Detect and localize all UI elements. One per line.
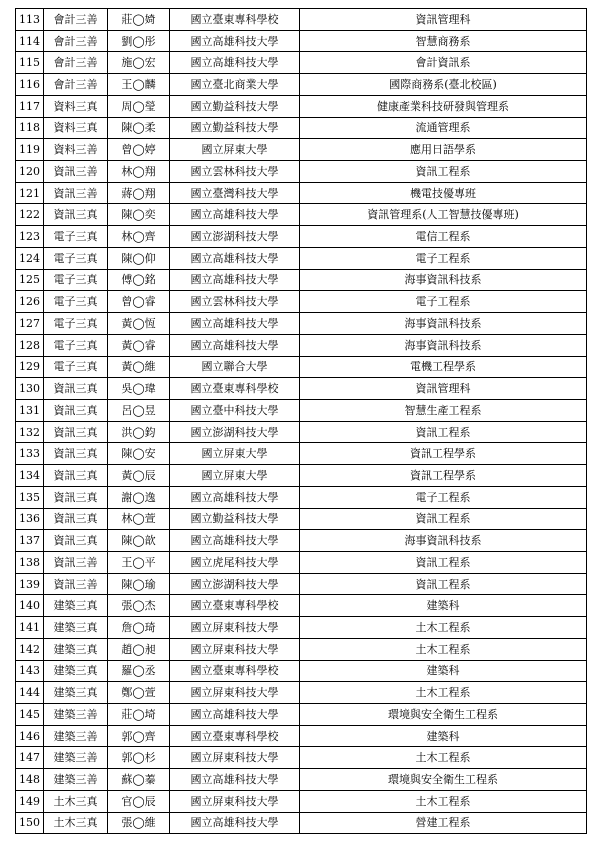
department-cell: 流通管理系: [300, 117, 587, 139]
school-cell: 國立臺北商業大學: [170, 74, 300, 96]
row-number-cell: 134: [16, 465, 44, 487]
department-cell: 環境與安全衛生工程系: [300, 704, 587, 726]
department-cell: 土木工程系: [300, 617, 587, 639]
department-cell: 國際商務系(臺北校區): [300, 74, 587, 96]
table-row: [16, 443, 587, 465]
table-row: [16, 74, 587, 96]
class-cell: 建築三真: [44, 617, 108, 639]
school-cell: 國立澎湖科技大學: [170, 573, 300, 595]
department-cell: 資訊工程學系: [300, 443, 587, 465]
row-number-cell: 129: [16, 356, 44, 378]
row-number-cell: 132: [16, 421, 44, 443]
student-name-cell: 謝◯逸: [108, 486, 170, 508]
department-cell: 海事資訊科技系: [300, 269, 587, 291]
student-name-cell: 林◯萱: [108, 508, 170, 530]
department-cell: 應用日語學系: [300, 139, 587, 161]
student-name-cell: 張◯杰: [108, 595, 170, 617]
row-number-cell: 149: [16, 790, 44, 812]
student-name-cell: 莊◯婍: [108, 9, 170, 31]
row-number-cell: 135: [16, 486, 44, 508]
department-cell: 資訊管理科: [300, 378, 587, 400]
class-cell: 資訊三真: [44, 421, 108, 443]
school-cell: 國立高雄科技大學: [170, 334, 300, 356]
department-cell: 建築科: [300, 595, 587, 617]
row-number-cell: 147: [16, 747, 44, 769]
school-cell: 國立臺東專科學校: [170, 660, 300, 682]
row-number-cell: 141: [16, 617, 44, 639]
school-cell: 國立雲林科技大學: [170, 291, 300, 313]
row-number-cell: 119: [16, 139, 44, 161]
class-cell: 會計三善: [44, 30, 108, 52]
table-row: [16, 508, 587, 530]
student-name-cell: 陳◯安: [108, 443, 170, 465]
school-cell: 國立高雄科技大學: [170, 204, 300, 226]
row-number-cell: 122: [16, 204, 44, 226]
row-number-cell: 143: [16, 660, 44, 682]
class-cell: 資訊三真: [44, 486, 108, 508]
student-name-cell: 郭◯杉: [108, 747, 170, 769]
student-name-cell: 郭◯齊: [108, 725, 170, 747]
department-cell: 電機工程學系: [300, 356, 587, 378]
class-cell: 資訊三真: [44, 204, 108, 226]
student-name-cell: 吳◯瑋: [108, 378, 170, 400]
table-row: [16, 682, 587, 704]
school-cell: 國立高雄科技大學: [170, 486, 300, 508]
row-number-cell: 145: [16, 704, 44, 726]
department-cell: 健康產業科技研發與管理系: [300, 95, 587, 117]
department-cell: 電子工程系: [300, 486, 587, 508]
table-row: [16, 95, 587, 117]
table-row: [16, 704, 587, 726]
student-name-cell: 王◯麟: [108, 74, 170, 96]
row-number-cell: 126: [16, 291, 44, 313]
school-cell: 國立高雄科技大學: [170, 313, 300, 335]
class-cell: 資訊三善: [44, 573, 108, 595]
student-name-cell: 黃◯辰: [108, 465, 170, 487]
department-cell: 營建工程系: [300, 812, 587, 834]
table-row: [16, 52, 587, 74]
department-cell: 資訊管理科: [300, 9, 587, 31]
school-cell: 國立勤益科技大學: [170, 508, 300, 530]
school-cell: 國立臺東專科學校: [170, 378, 300, 400]
table-row: [16, 269, 587, 291]
department-cell: 建築科: [300, 660, 587, 682]
school-cell: 國立屏東科技大學: [170, 682, 300, 704]
student-name-cell: 羅◯丞: [108, 660, 170, 682]
school-cell: 國立臺東專科學校: [170, 725, 300, 747]
class-cell: 電子三真: [44, 291, 108, 313]
row-number-cell: 144: [16, 682, 44, 704]
table-row: [16, 638, 587, 660]
department-cell: 海事資訊科技系: [300, 530, 587, 552]
class-cell: 資訊三善: [44, 161, 108, 183]
row-number-cell: 127: [16, 313, 44, 335]
student-name-cell: 王◯平: [108, 551, 170, 573]
student-name-cell: 黃◯維: [108, 356, 170, 378]
student-name-cell: 鄭◯萱: [108, 682, 170, 704]
row-number-cell: 136: [16, 508, 44, 530]
class-cell: 電子三真: [44, 313, 108, 335]
row-number-cell: 123: [16, 226, 44, 248]
department-cell: 資訊工程系: [300, 573, 587, 595]
student-name-cell: 蘇◯蓁: [108, 769, 170, 791]
student-name-cell: 詹◯琦: [108, 617, 170, 639]
student-name-cell: 陳◯瑜: [108, 573, 170, 595]
student-name-cell: 官◯辰: [108, 790, 170, 812]
department-cell: 電子工程系: [300, 247, 587, 269]
department-cell: 海事資訊科技系: [300, 334, 587, 356]
class-cell: 資料三真: [44, 95, 108, 117]
row-number-cell: 148: [16, 769, 44, 791]
row-number-cell: 131: [16, 399, 44, 421]
school-cell: 國立高雄科技大學: [170, 30, 300, 52]
student-name-cell: 陳◯仰: [108, 247, 170, 269]
student-name-cell: 施◯宏: [108, 52, 170, 74]
row-number-cell: 121: [16, 182, 44, 204]
student-name-cell: 傅◯銘: [108, 269, 170, 291]
row-number-cell: 138: [16, 551, 44, 573]
student-name-cell: 林◯齊: [108, 226, 170, 248]
row-number-cell: 142: [16, 638, 44, 660]
row-number-cell: 113: [16, 9, 44, 31]
table-row: [16, 725, 587, 747]
row-number-cell: 130: [16, 378, 44, 400]
department-cell: 智慧商務系: [300, 30, 587, 52]
class-cell: 資訊三善: [44, 182, 108, 204]
table-row: [16, 812, 587, 834]
table-row: [16, 747, 587, 769]
table-row: [16, 356, 587, 378]
school-cell: 國立高雄科技大學: [170, 704, 300, 726]
table-row: [16, 378, 587, 400]
class-cell: 會計三善: [44, 52, 108, 74]
student-name-cell: 劉◯彤: [108, 30, 170, 52]
class-cell: 電子三真: [44, 269, 108, 291]
department-cell: 會計資訊系: [300, 52, 587, 74]
student-name-cell: 黃◯恆: [108, 313, 170, 335]
student-name-cell: 曾◯睿: [108, 291, 170, 313]
department-cell: 土木工程系: [300, 682, 587, 704]
class-cell: 建築三善: [44, 769, 108, 791]
department-cell: 建築科: [300, 725, 587, 747]
department-cell: 電子工程系: [300, 291, 587, 313]
table-row: [16, 486, 587, 508]
table-row: [16, 226, 587, 248]
table-row: [16, 334, 587, 356]
table-row: [16, 30, 587, 52]
admission-table: [15, 8, 587, 834]
department-cell: 海事資訊科技系: [300, 313, 587, 335]
row-number-cell: 120: [16, 161, 44, 183]
school-cell: 國立高雄科技大學: [170, 247, 300, 269]
department-cell: 土木工程系: [300, 747, 587, 769]
school-cell: 國立屏東大學: [170, 139, 300, 161]
row-number-cell: 117: [16, 95, 44, 117]
class-cell: 會計三善: [44, 9, 108, 31]
school-cell: 國立臺灣科技大學: [170, 182, 300, 204]
student-name-cell: 黃◯睿: [108, 334, 170, 356]
school-cell: 國立雲林科技大學: [170, 161, 300, 183]
school-cell: 國立屏東大學: [170, 443, 300, 465]
department-cell: 資訊工程學系: [300, 465, 587, 487]
student-name-cell: 周◯瑩: [108, 95, 170, 117]
table-row: [16, 595, 587, 617]
class-cell: 電子三真: [44, 334, 108, 356]
school-cell: 國立屏東科技大學: [170, 790, 300, 812]
school-cell: 國立臺東專科學校: [170, 595, 300, 617]
class-cell: 資料三善: [44, 139, 108, 161]
department-cell: 環境與安全衛生工程系: [300, 769, 587, 791]
student-name-cell: 莊◯埼: [108, 704, 170, 726]
row-number-cell: 115: [16, 52, 44, 74]
school-cell: 國立高雄科技大學: [170, 52, 300, 74]
class-cell: 資訊三真: [44, 378, 108, 400]
class-cell: 資料三真: [44, 117, 108, 139]
class-cell: 電子三真: [44, 226, 108, 248]
row-number-cell: 133: [16, 443, 44, 465]
table-row: [16, 9, 587, 31]
class-cell: 建築三真: [44, 682, 108, 704]
class-cell: 資訊三真: [44, 443, 108, 465]
school-cell: 國立澎湖科技大學: [170, 421, 300, 443]
row-number-cell: 137: [16, 530, 44, 552]
table-row: [16, 790, 587, 812]
school-cell: 國立屏東科技大學: [170, 617, 300, 639]
department-cell: 資訊工程系: [300, 508, 587, 530]
school-cell: 國立臺中科技大學: [170, 399, 300, 421]
school-cell: 國立屏東大學: [170, 465, 300, 487]
class-cell: 土木三真: [44, 790, 108, 812]
class-cell: 建築三善: [44, 747, 108, 769]
row-number-cell: 124: [16, 247, 44, 269]
table-row: [16, 182, 587, 204]
department-cell: 機電技優專班: [300, 182, 587, 204]
department-cell: 土木工程系: [300, 638, 587, 660]
school-cell: 國立高雄科技大學: [170, 530, 300, 552]
school-cell: 國立虎尾科技大學: [170, 551, 300, 573]
class-cell: 會計三善: [44, 74, 108, 96]
department-cell: 資訊工程系: [300, 161, 587, 183]
department-cell: 土木工程系: [300, 790, 587, 812]
table-row: [16, 551, 587, 573]
class-cell: 建築三善: [44, 704, 108, 726]
student-name-cell: 陳◯奕: [108, 204, 170, 226]
class-cell: 建築三善: [44, 725, 108, 747]
row-number-cell: 114: [16, 30, 44, 52]
class-cell: 電子三真: [44, 356, 108, 378]
table-row: [16, 291, 587, 313]
school-cell: 國立勤益科技大學: [170, 117, 300, 139]
table-row: [16, 617, 587, 639]
student-name-cell: 曾◯婷: [108, 139, 170, 161]
school-cell: 國立屏東科技大學: [170, 638, 300, 660]
school-cell: 國立臺東專科學校: [170, 9, 300, 31]
department-cell: 資訊工程系: [300, 421, 587, 443]
row-number-cell: 139: [16, 573, 44, 595]
row-number-cell: 140: [16, 595, 44, 617]
admission-table-body: [16, 9, 587, 834]
school-cell: 國立勤益科技大學: [170, 95, 300, 117]
school-cell: 國立澎湖科技大學: [170, 226, 300, 248]
row-number-cell: 118: [16, 117, 44, 139]
student-name-cell: 趙◯昶: [108, 638, 170, 660]
table-row: [16, 161, 587, 183]
department-cell: 資訊管理系(人工智慧技優專班): [300, 204, 587, 226]
student-name-cell: 陳◯柔: [108, 117, 170, 139]
table-row: [16, 465, 587, 487]
class-cell: 資訊三真: [44, 465, 108, 487]
table-row: [16, 530, 587, 552]
table-row: [16, 117, 587, 139]
student-name-cell: 張◯維: [108, 812, 170, 834]
student-name-cell: 陳◯歆: [108, 530, 170, 552]
student-name-cell: 林◯翔: [108, 161, 170, 183]
table-row: [16, 204, 587, 226]
table-row: [16, 399, 587, 421]
school-cell: 國立高雄科技大學: [170, 812, 300, 834]
row-number-cell: 150: [16, 812, 44, 834]
class-cell: 土木三真: [44, 812, 108, 834]
table-row: [16, 421, 587, 443]
department-cell: 智慧生產工程系: [300, 399, 587, 421]
class-cell: 建築三真: [44, 660, 108, 682]
row-number-cell: 146: [16, 725, 44, 747]
table-row: [16, 573, 587, 595]
class-cell: 建築三真: [44, 638, 108, 660]
school-cell: 國立高雄科技大學: [170, 269, 300, 291]
department-cell: 資訊工程系: [300, 551, 587, 573]
class-cell: 電子三真: [44, 247, 108, 269]
school-cell: 國立高雄科技大學: [170, 769, 300, 791]
school-cell: 國立聯合大學: [170, 356, 300, 378]
row-number-cell: 116: [16, 74, 44, 96]
table-row: [16, 769, 587, 791]
class-cell: 資訊三真: [44, 399, 108, 421]
class-cell: 建築三真: [44, 595, 108, 617]
row-number-cell: 128: [16, 334, 44, 356]
school-cell: 國立屏東科技大學: [170, 747, 300, 769]
student-name-cell: 蔣◯翔: [108, 182, 170, 204]
table-row: [16, 139, 587, 161]
table-row: [16, 313, 587, 335]
class-cell: 資訊三真: [44, 508, 108, 530]
class-cell: 資訊三善: [44, 551, 108, 573]
table-row: [16, 660, 587, 682]
table-row: [16, 247, 587, 269]
department-cell: 電信工程系: [300, 226, 587, 248]
student-name-cell: 呂◯昱: [108, 399, 170, 421]
student-name-cell: 洪◯鈞: [108, 421, 170, 443]
class-cell: 資訊三真: [44, 530, 108, 552]
row-number-cell: 125: [16, 269, 44, 291]
